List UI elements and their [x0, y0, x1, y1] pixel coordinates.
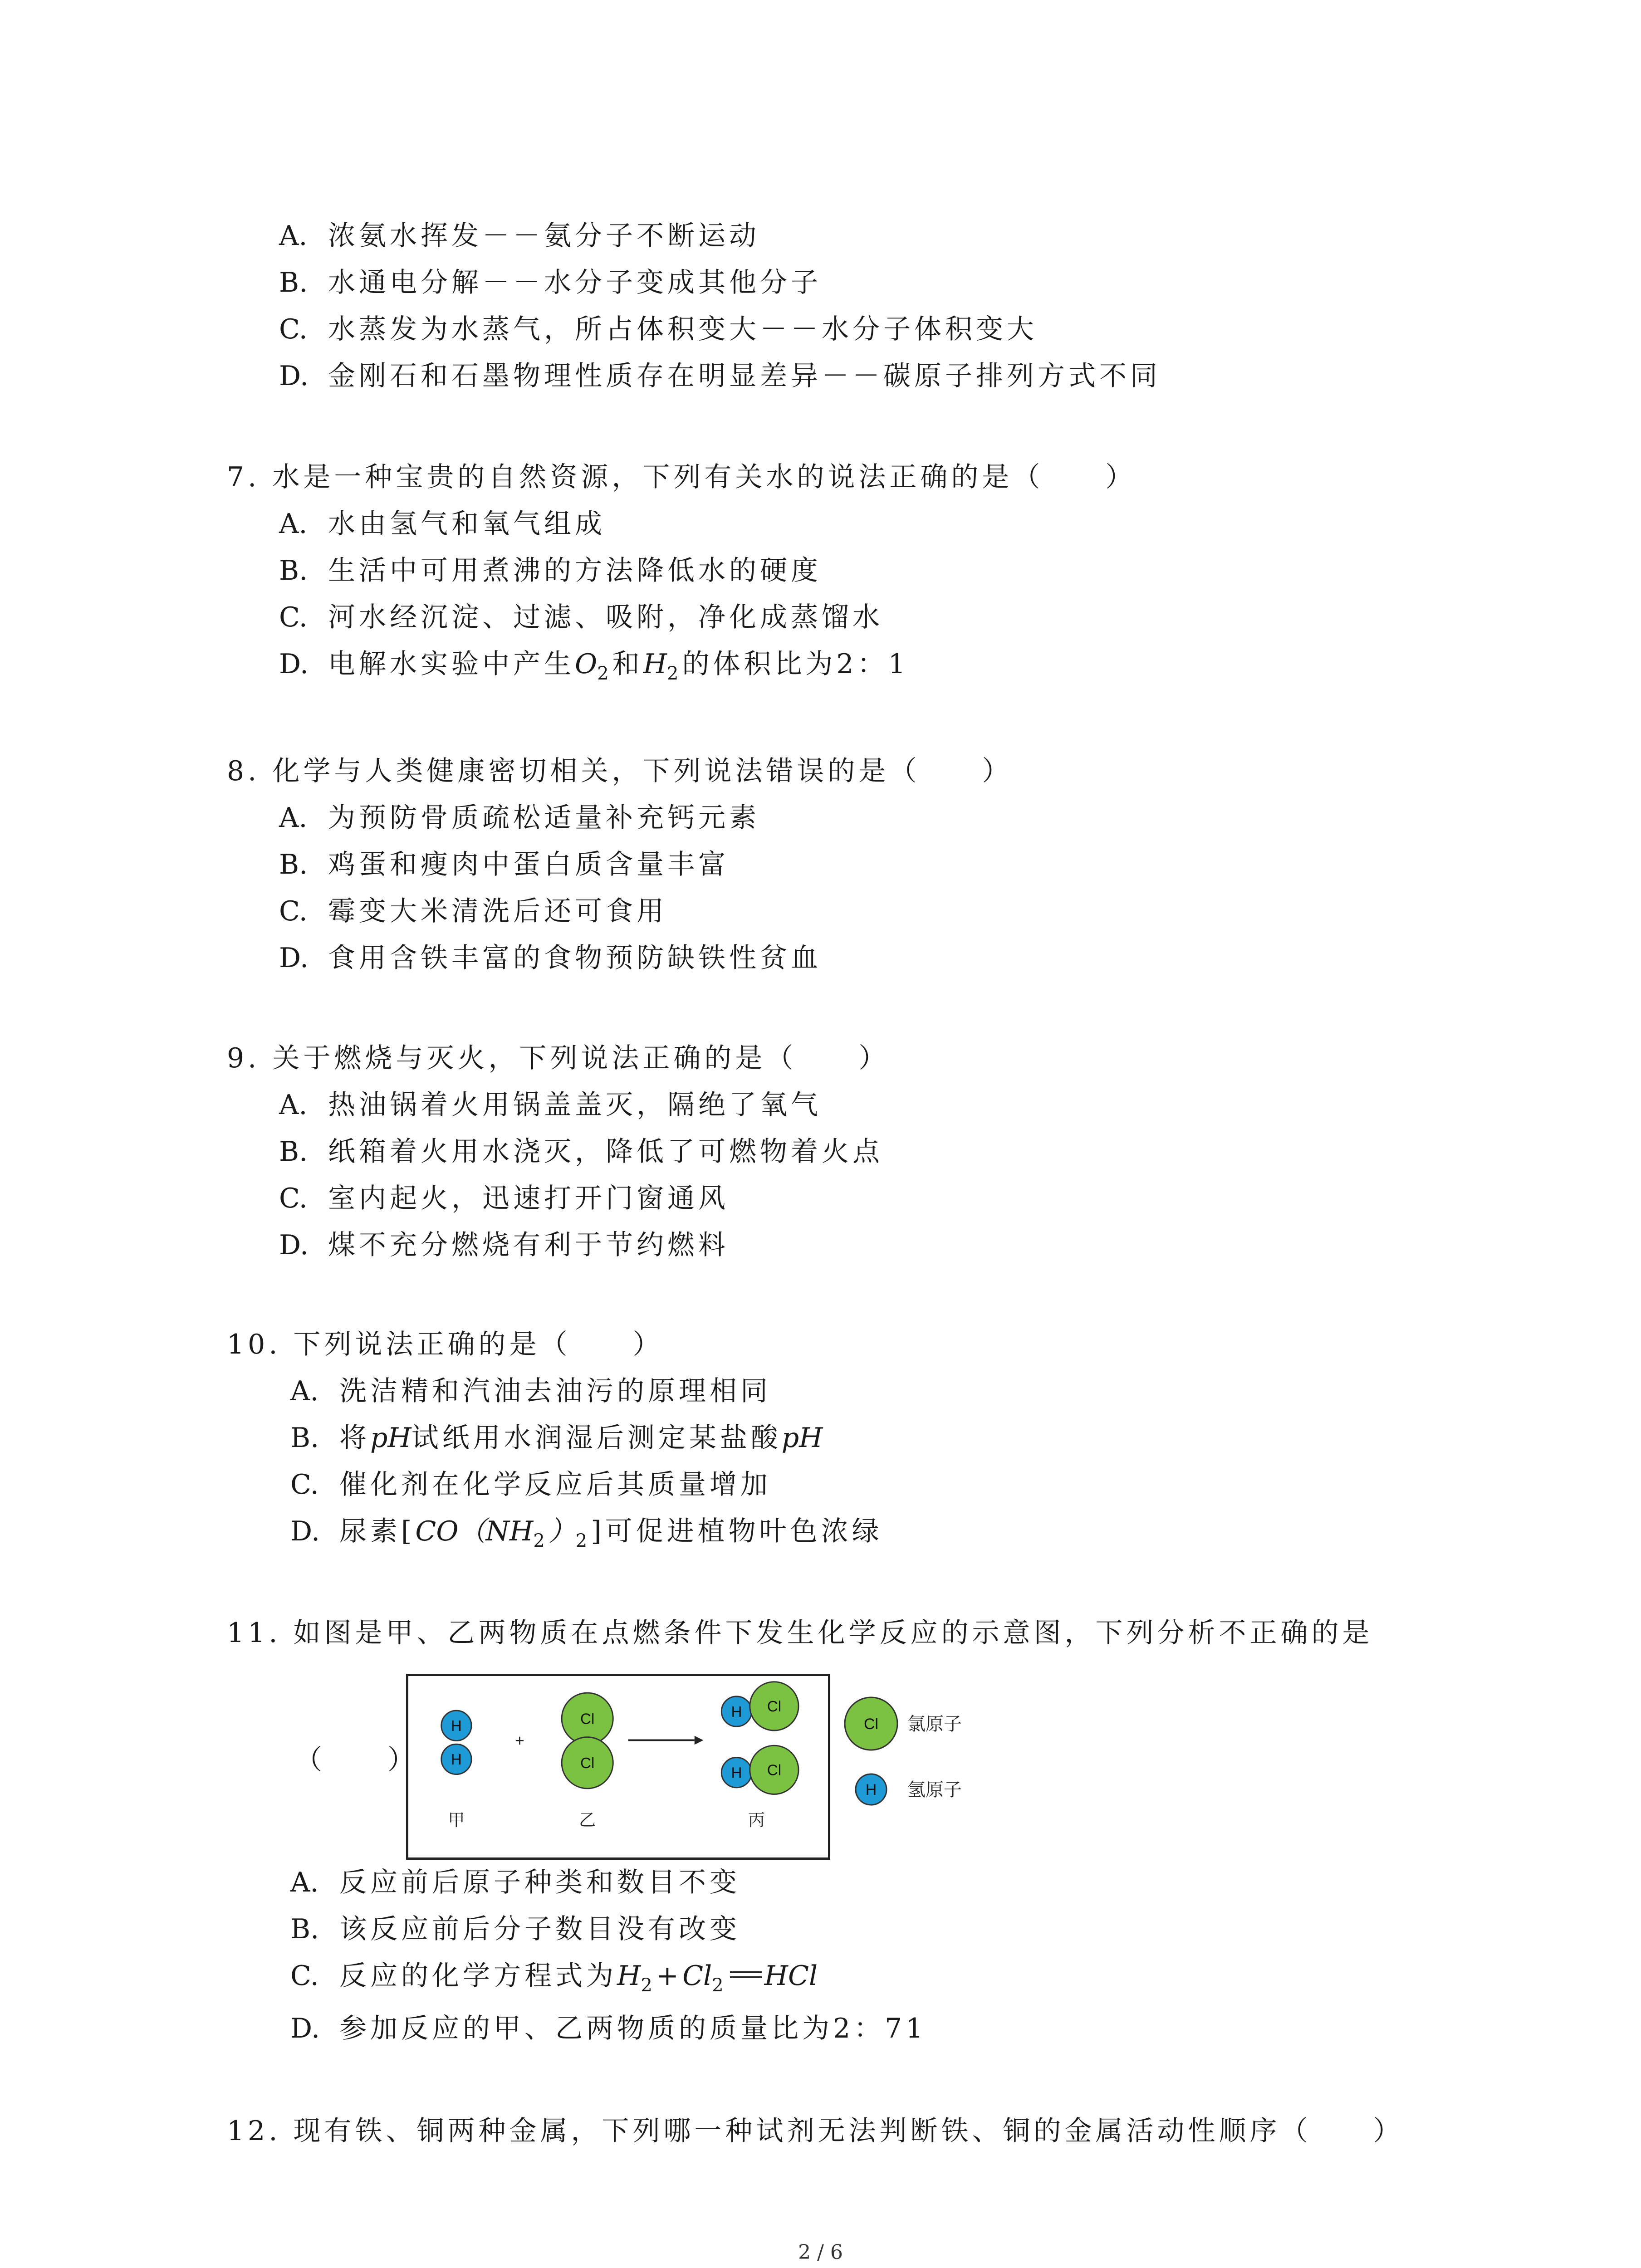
- reaction-arrow: [628, 1736, 703, 1745]
- q10-option-c: C. 催化剂在化学反应后其质量增加: [290, 1469, 771, 1501]
- legend-cl-label: 氯原子: [907, 1714, 962, 1734]
- product-bing-hcl-molecule-1: [721, 1682, 798, 1730]
- q9-stem: 9. 关于燃烧与灭火，下列说法正确的是（ ）: [227, 1042, 890, 1074]
- q8-option-b: B. 鸡蛋和瘦肉中蛋白质含量丰富: [279, 849, 729, 880]
- q11-stem: 11. 如图是甲、乙两物质在点燃条件下发生化学反应的示意图，下列分析不正确的是: [227, 1617, 1373, 1649]
- q11-option-a: A. 反应前后原子种类和数目不变: [290, 1867, 740, 1898]
- q11-answer-paren: （ ）: [295, 1744, 418, 1776]
- reaction-diagram: [406, 1674, 830, 1860]
- q6-option-b: B. 水通电分解－－水分子变成其他分子: [279, 267, 822, 298]
- reactant-yi-cl2-molecule: [562, 1693, 613, 1789]
- q7-option-d: D. 电解水实验中产生$O_2$和$H_2$的体积比为2：1: [279, 648, 909, 684]
- q11-option-d: D. 参加反应的甲、乙两物质的质量比为2：71: [290, 2013, 927, 2044]
- equals-sign: [730, 1971, 762, 1978]
- q8-option-d: D. 食用含铁丰富的食物预防缺铁性贫血: [279, 942, 822, 974]
- diagram-legend: [839, 1692, 1030, 1828]
- q7-option-a: A. 水由氢气和氧气组成: [279, 508, 606, 540]
- label-bing: 丙: [748, 1810, 765, 1829]
- reactant-jia-h2-molecule: [441, 1711, 471, 1774]
- q7-option-b: B. 生活中可用煮沸的方法降低水的硬度: [279, 555, 822, 587]
- svg-text:H: H: [865, 1781, 877, 1799]
- svg-text:H: H: [731, 1703, 742, 1721]
- label-yi: 乙: [579, 1810, 596, 1829]
- svg-text:Cl: Cl: [863, 1716, 879, 1733]
- q10-stem: 10. 下列说法正确的是（ ）: [227, 1329, 664, 1360]
- q9-option-b: B. 纸箱着火用水浇灭，降低了可燃物着火点: [279, 1136, 883, 1168]
- q8-stem: 8. 化学与人类健康密切相关，下列说法错误的是（ ）: [227, 755, 1013, 787]
- q6-option-c: C. 水蒸发为水蒸气，所占体积变大－－水分子体积变大: [279, 313, 1038, 345]
- q7-stem: 7. 水是一种宝贵的自然资源，下列有关水的说法正确的是（ ）: [227, 461, 1136, 493]
- q12-stem: 12. 现有铁、铜两种金属，下列哪一种试剂无法判断铁、铜的金属活动性顺序（ ）: [227, 2115, 1404, 2147]
- q7-option-c: C. 河水经沉淀、过滤、吸附，净化成蒸馏水: [279, 601, 883, 633]
- label-jia: 甲: [448, 1810, 465, 1829]
- svg-text:Cl: Cl: [767, 1698, 782, 1716]
- q8-option-a: A. 为预防骨质疏松适量补充钙元素: [279, 802, 760, 834]
- q9-option-a: A. 热油锅着火用锅盖盖灭，隔绝了氧气: [279, 1089, 822, 1121]
- svg-text:H: H: [451, 1751, 462, 1769]
- q6-option-d: D. 金刚石和石墨物理性质存在明显差异－－碳原子排列方式不同: [279, 360, 1161, 392]
- product-bing-hcl-molecule-2: [721, 1745, 798, 1794]
- q10-option-d: D. 尿素$[CO(NH_2)_2]$可促进植物叶色浓绿: [290, 1515, 883, 1551]
- q10-option-a: A. 洗洁精和汽油去油污的原理相同: [290, 1375, 771, 1407]
- page-number: 2 / 6: [798, 2241, 843, 2264]
- q9-option-c: C. 室内起火，迅速打开门窗通风: [279, 1183, 729, 1214]
- svg-text:Cl: Cl: [580, 1755, 595, 1772]
- q11-option-b: B. 该反应前后分子数目没有改变: [290, 1913, 740, 1945]
- svg-text:H: H: [451, 1717, 462, 1735]
- legend-h-label: 氢原子: [907, 1780, 962, 1800]
- svg-text:Cl: Cl: [580, 1711, 595, 1728]
- svg-text:Cl: Cl: [767, 1762, 782, 1779]
- svg-text:H: H: [731, 1765, 742, 1782]
- q11-option-c: C. 反应的化学方程式为$H_2+Cl_2$ HCl: [290, 1960, 818, 1996]
- q9-option-d: D. 煤不充分燃烧有利于节约燃料: [279, 1229, 729, 1261]
- q8-option-c: C. 霉变大米清洗后还可食用: [279, 895, 667, 927]
- q10-option-b: B. 将pH试纸用水润湿后测定某盐酸pH: [290, 1422, 823, 1454]
- q6-option-a: A. 浓氨水挥发－－氨分子不断运动: [279, 220, 760, 252]
- plus-sign: +: [515, 1732, 524, 1750]
